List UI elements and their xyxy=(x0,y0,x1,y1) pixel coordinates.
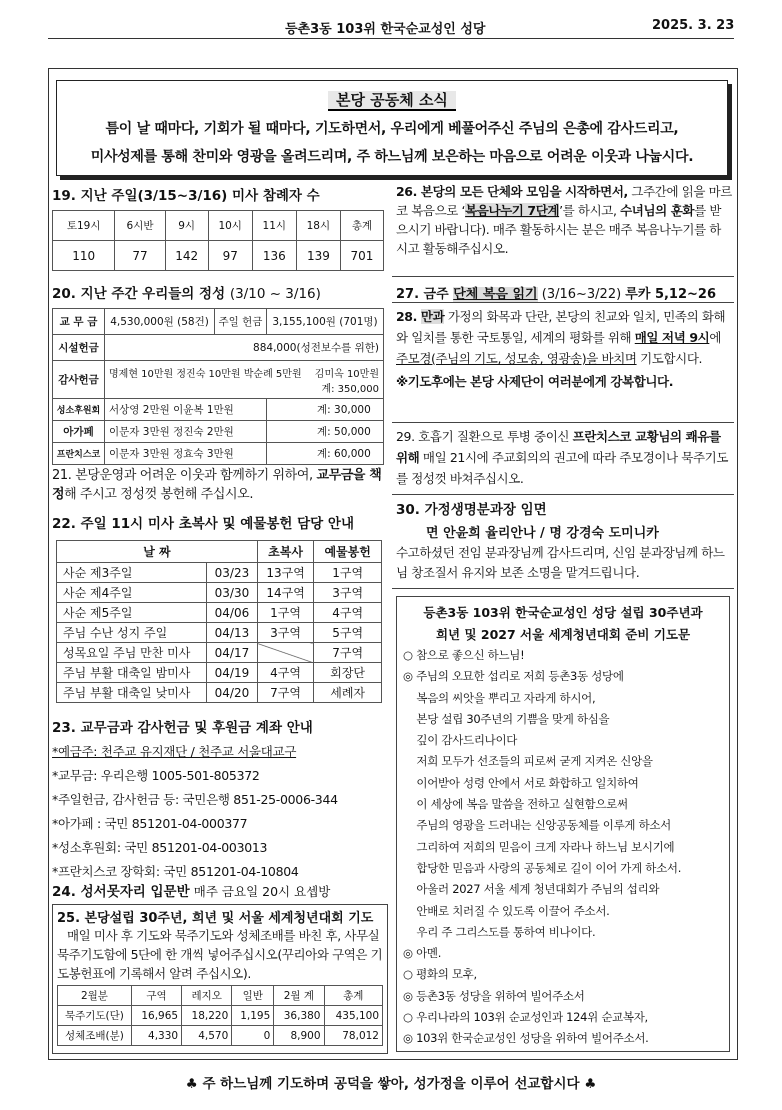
cell: 04/06 xyxy=(207,603,258,623)
section-23 xyxy=(52,716,382,884)
section-21 xyxy=(52,466,382,504)
attendance-header: 9시 xyxy=(165,211,208,241)
server-schedule-table xyxy=(56,540,382,703)
section-24-text: 매주 금요일 20시 요셉방 xyxy=(193,884,331,899)
s27-pre: 27. 금주 xyxy=(396,287,454,302)
prayer-line: ◎ 주님의 오묘한 섭리로 저희 등촌3동 성당에 xyxy=(403,669,624,684)
cell: 7구역 xyxy=(314,643,382,663)
cell: 주님 수난 성지 주일 xyxy=(57,623,207,643)
parish-name: 등촌3동 103위 한국순교성인 성당 xyxy=(285,22,486,37)
cell: 묵주기도(단) xyxy=(58,1006,132,1026)
table-row xyxy=(57,683,382,703)
s28-text-2: 에 xyxy=(709,330,722,345)
cell: 13구역 xyxy=(257,563,313,583)
table-row xyxy=(58,1006,383,1026)
s27-underline: 단체 복음 읽기 xyxy=(453,287,538,302)
cell: 성체조배(분) xyxy=(58,1026,132,1046)
cell: 435,100 xyxy=(324,1006,383,1026)
cell: 8,900 xyxy=(274,1026,324,1046)
cell: 3,155,100원 (701명) xyxy=(267,309,384,335)
cell: 04/13 xyxy=(207,623,258,643)
cell: 4,530,000원 (58건) xyxy=(105,309,215,335)
s26-text-2: ’를 하시고, xyxy=(559,203,621,218)
cell: 교 무 금 xyxy=(53,309,105,335)
section-20 xyxy=(52,282,382,465)
prayer-line: ◎ 103위 한국순교성인 성당을 위하여 빌어주소서. xyxy=(403,1031,649,1046)
cell: 78,012 xyxy=(324,1026,383,1046)
cell: 구역 xyxy=(131,986,181,1006)
prayer-line: 그리하여 저희의 믿음이 크게 자라나 하느님 보시기에 xyxy=(403,839,675,854)
section-20-date: (3/10 ~ 3/16) xyxy=(229,286,321,302)
community-news-banner xyxy=(56,80,728,176)
cell: 성목요일 주님 만찬 미사 xyxy=(57,643,207,663)
table-row xyxy=(57,583,382,603)
divider xyxy=(392,422,734,423)
cell: 주님 부활 대축일 밤미사 xyxy=(57,663,207,683)
cell: 5구역 xyxy=(314,623,382,643)
cell: 서상영 2만원 이윤복 1만원 xyxy=(105,399,267,421)
table-row xyxy=(58,1026,383,1046)
s26-bold: 수녀님의 훈화 xyxy=(620,203,695,218)
prayer-line: 이어받아 성령 안에서 서로 화합하고 일치하여 xyxy=(403,775,639,790)
prayer-line: 저희 모두가 선조들의 피로써 굳게 지켜온 신앙을 xyxy=(403,754,653,769)
cell: 성소후원회 xyxy=(53,399,105,421)
cell: 16,965 xyxy=(131,1006,181,1026)
prayer-line: 복음의 씨앗을 뿌리고 자라게 하시어, xyxy=(403,690,596,705)
cell: 감사헌금 xyxy=(53,361,105,399)
cell: 36,380 xyxy=(274,1006,324,1026)
divider xyxy=(392,588,734,589)
cell xyxy=(257,643,313,663)
banner-title: 본당 공동체 소식 xyxy=(328,91,456,111)
s26-text-3: 를 받으시기 바랍니다). 매주 활동하시는 분은 매주 복음나누기를 하시고 활동해주십시오. xyxy=(396,203,722,256)
cell: 사순 제5주일 xyxy=(57,603,207,623)
attendance-header: 10시 xyxy=(208,211,252,241)
table-row xyxy=(57,623,382,643)
prayer-line: 주님의 영광을 드러내는 신앙공동체를 이루게 하소서 xyxy=(403,818,671,833)
s21-bold: 교무금을 책정 xyxy=(52,468,382,502)
s28-bold: 만과 xyxy=(420,309,445,324)
account-line: *아가페 : 국민 851201-04-000377 xyxy=(52,816,248,831)
account-line: *프란치스코 장학회: 국민 851201-04-10804 xyxy=(52,864,299,879)
cell: 날 짜 xyxy=(57,541,258,563)
section-23-heading: 23. 교무금과 감사헌금 및 후원금 계좌 안내 xyxy=(52,720,313,736)
cell: 18,220 xyxy=(182,1006,232,1026)
section-25-text: 매일 미사 후 기도와 묵주기도와 성체조배를 바친 후, 사무실 묵주기도함에 5단에 한 개씩 넣어주십시오(꾸리아와 구역은 기도봉헌표에 기록해서 알려 주십시오). xyxy=(57,928,383,981)
s29-text: 29. 호흡기 질환으로 투병 중이신 xyxy=(396,429,573,444)
s26-heading: 26. 본당의 모든 단체와 모임을 시작하면서, xyxy=(396,184,628,199)
section-25 xyxy=(52,904,388,1054)
attendance-header: 토19시 xyxy=(53,211,115,241)
cell: 이문자 3만원 정효숙 3만원 xyxy=(105,443,267,465)
s28-text: 가정의 화목과 단란, 본당의 친교와 일치, 민족의 화해와 일치를 통한 국토통일, 세계의 평화를 위해 xyxy=(396,309,726,345)
attendance-table xyxy=(52,210,384,271)
prayer-line: 우리 주 그리스도를 통하여 비나이다. xyxy=(403,924,596,939)
cell-text: 명제현 10만원 정진숙 10만원 박순례 5만원 xyxy=(109,368,302,380)
cell: 계: 30,000 xyxy=(267,399,384,421)
section-19 xyxy=(52,184,382,271)
cell: 사순 제4주일 xyxy=(57,583,207,603)
section-20-heading: 20. 지난 주간 우리들의 정성 xyxy=(52,286,226,302)
prayer-line: ○ 우리나라의 103위 순교성인과 124위 순교복자, xyxy=(403,1010,648,1025)
s27-reading: 루카 5,12~26 xyxy=(625,287,716,302)
anniversary-prayer-box xyxy=(396,596,730,1052)
section-25-heading: 25. 본당설립 30주년, 희년 및 서울 세계청년대회 기도 xyxy=(57,911,374,926)
section-30 xyxy=(396,498,732,583)
section-30-heading: 30. 가정생명분과장 임면 xyxy=(396,502,547,518)
cell: 세례자 xyxy=(314,683,382,703)
banner-line-2: 미사성제를 통해 찬미와 영광을 올려드리며, 주 하느님께 보은하는 마음으로 어려운 이웃과 나눕시다. xyxy=(90,149,694,165)
table-row xyxy=(57,663,382,683)
section-24 xyxy=(52,880,382,900)
prayer-line: 이 세상에 복음 말씀을 전하고 실현함으로써 xyxy=(403,797,628,812)
account-line: *성소후원회: 국민 851201-04-003013 xyxy=(52,840,268,855)
cell: 3구역 xyxy=(314,583,382,603)
banner-line-1: 틈이 날 때마다, 기회가 될 때마다, 기도하면서, 우리에게 베풀어주신 주님의 은총에 감사드리고, xyxy=(105,121,679,137)
cell: 총계 xyxy=(324,986,383,1006)
attendance-header: 18시 xyxy=(296,211,340,241)
attendance-header: 6시반 xyxy=(115,211,165,241)
prayer-line: ○ 평화의 모후, xyxy=(403,967,477,982)
attendance-value: 77 xyxy=(115,241,165,271)
prayer-title-2: 희년 및 2027 서울 세계청년대회 준비 기도문 xyxy=(435,627,691,642)
s28-note: ※기도후에는 본당 사제단이 여러분에게 강복합니다. xyxy=(396,374,674,389)
prayer-count-table xyxy=(57,985,383,1046)
cell: 2월분 xyxy=(58,986,132,1006)
cell: 레지오 xyxy=(182,986,232,1006)
divider xyxy=(392,276,734,277)
prayer-line: 아울러 2027 서울 세계 청년대회가 주님의 섭리와 xyxy=(403,882,660,897)
cell: 3구역 xyxy=(257,623,313,643)
cell xyxy=(105,361,384,399)
s29-bold: 프란치스코 교황님의 쾌유를 위해 xyxy=(396,429,721,465)
cell: 14구역 xyxy=(257,583,313,603)
prayer-line: 본당 설립 30주년의 기쁨을 맞게 하심을 xyxy=(403,711,610,726)
table-row xyxy=(57,563,382,583)
cell: 아가페 xyxy=(53,421,105,443)
cell: 주님 부활 대축일 낮미사 xyxy=(57,683,207,703)
cell: 04/17 xyxy=(207,643,258,663)
table-row xyxy=(57,643,382,663)
header-divider xyxy=(48,38,734,39)
cell: 이문자 3만원 정진숙 2만원 xyxy=(105,421,267,443)
cell: 04/19 xyxy=(207,663,258,683)
divider xyxy=(392,302,734,303)
cell: 시설헌금 xyxy=(53,335,105,361)
cell: 1구역 xyxy=(257,603,313,623)
issue-date: 2025. 3. 23 xyxy=(652,18,735,33)
section-29 xyxy=(396,426,732,489)
cell-text: 김미옥 10만원 xyxy=(314,368,379,380)
attendance-header: 총계 xyxy=(340,211,383,241)
prayer-line: ◎ 아멘. xyxy=(403,946,442,961)
s26-highlight: 복음나누기 7단계 xyxy=(465,203,560,218)
prayer-line: ◎ 등촌3동 성당을 위하여 빌어주소서 xyxy=(403,988,585,1003)
section-26 xyxy=(396,182,732,258)
section-30-names: 면 안윤희 율리안나 / 명 강경숙 도미니카 xyxy=(426,526,659,541)
cell: 회장단 xyxy=(314,663,382,683)
table-row xyxy=(57,603,382,623)
cell: 초복사 xyxy=(257,541,313,563)
divider xyxy=(392,494,734,495)
footer-motto: ♣ 주 하느님께 기도하며 공덕을 쌓아, 성가정을 이루어 선교합시다 ♣ xyxy=(185,1076,597,1092)
offering-table xyxy=(52,308,384,465)
cell: 7구역 xyxy=(257,683,313,703)
cell: 4구역 xyxy=(257,663,313,683)
attendance-value: 701 xyxy=(340,241,383,271)
s29-text-2: 매일 21시에 주교회의의 권고에 따라 주모경이나 묵주기도를 정성껏 바쳐주십시오. xyxy=(396,450,729,486)
s26-text: 그주간에 읽을 마르코 복음으로 ‘ xyxy=(396,184,732,218)
cell: 4,330 xyxy=(131,1026,181,1046)
prayer-line: 합당한 믿음과 사랑의 공동체로 길이 이어 가게 하소서. xyxy=(403,860,682,875)
cell-text: 계: 350,000 xyxy=(321,383,379,395)
attendance-value: 139 xyxy=(296,241,340,271)
section-27 xyxy=(396,283,732,302)
account-line: *예금주: 천주교 유지재단 / 천주교 서울대교구 xyxy=(52,744,297,759)
cell: 계: 50,000 xyxy=(267,421,384,443)
cell: 884,000(성전보수를 위한) xyxy=(105,335,384,361)
cell: 1구역 xyxy=(314,563,382,583)
cell: 03/30 xyxy=(207,583,258,603)
cell: 0 xyxy=(232,1026,274,1046)
attendance-value: 142 xyxy=(165,241,208,271)
s28-prayer: 주모경(주님의 기도, 성모송, 영광송)을 바치며 xyxy=(396,351,637,366)
cell: 주일 헌금 xyxy=(215,309,267,335)
cell: 계: 60,000 xyxy=(267,443,384,465)
s28-num: 28. xyxy=(396,309,421,324)
cell: 예물봉헌 xyxy=(314,541,382,563)
cell: 2월 계 xyxy=(274,986,324,1006)
prayer-line: ○ 참으로 좋으신 하느님! xyxy=(403,648,525,662)
cell: 프란치스코 xyxy=(53,443,105,465)
section-24-heading: 24. 성서못자리 입문반 xyxy=(52,884,190,900)
attendance-value: 136 xyxy=(252,241,296,271)
s21-text: 21. 본당운영과 어려운 이웃과 함께하기 위하여, xyxy=(52,468,317,483)
section-22 xyxy=(52,512,382,703)
prayer-line: 깊이 감사드리나이다 xyxy=(403,733,518,748)
cell: 4,570 xyxy=(182,1026,232,1046)
cell: 04/20 xyxy=(207,683,258,703)
attendance-value: 97 xyxy=(208,241,252,271)
cell: 4구역 xyxy=(314,603,382,623)
s27-mid: (3/16~3/22) xyxy=(537,287,626,302)
account-line: *교무금: 우리은행 1005-501-805372 xyxy=(52,768,260,783)
s28-text-3: 기도합시다. xyxy=(636,351,703,366)
account-line: *주일헌금, 감사헌금 등: 국민은행 851-25-0006-344 xyxy=(52,792,338,807)
section-22-heading: 22. 주일 11시 미사 초복사 및 예물봉헌 담당 안내 xyxy=(52,516,354,532)
section-19-heading: 19. 지난 주일(3/15~3/16) 미사 참례자 수 xyxy=(52,188,320,204)
section-30-text: 수고하셨던 전임 분과장님께 감사드리며, 신임 분과장님께 하느님 창조질서 유지와 보존 소명을 맡겨드립니다. xyxy=(396,545,725,580)
prayer-title-1: 등촌3동 103위 한국순교성인 성당 설립 30주년과 xyxy=(423,605,703,620)
attendance-value: 110 xyxy=(53,241,115,271)
s21-text-2: 해 주시고 정성껏 봉헌해 주십시오. xyxy=(64,487,254,502)
section-28 xyxy=(396,306,732,392)
prayer-line: 안배로 치러질 수 있도록 이끌어 주소서. xyxy=(403,903,610,918)
page-header xyxy=(0,12,782,38)
cell: 03/23 xyxy=(207,563,258,583)
s28-time: 매일 저녁 9시 xyxy=(634,330,710,345)
cell: 사순 제3주일 xyxy=(57,563,207,583)
cell: 1,195 xyxy=(232,1006,274,1026)
attendance-header: 11시 xyxy=(252,211,296,241)
cell: 일반 xyxy=(232,986,274,1006)
